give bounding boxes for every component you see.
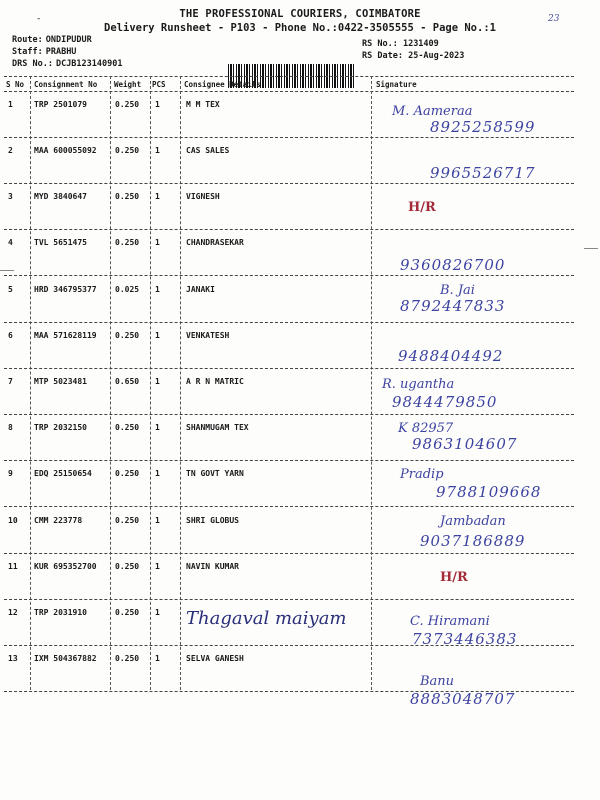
pieces: 1 <box>155 423 160 432</box>
col-pcs: PCS <box>152 80 166 89</box>
col-weight: Weight <box>114 80 142 89</box>
handwritten-note: Thagaval maiyam <box>186 608 347 629</box>
staff-value: PRABHU <box>45 47 77 57</box>
consignee-name: CHANDRASEKAR <box>186 238 244 247</box>
table-row <box>0 461 600 507</box>
consignee-name: SHRI GLOBUS <box>186 516 239 525</box>
pieces: 1 <box>155 146 160 155</box>
consignment-number: HRD 346795377 <box>34 285 97 294</box>
serial-number: 10 <box>8 516 18 525</box>
serial-number: 13 <box>8 654 18 663</box>
rs-block <box>362 38 464 62</box>
weight: 0.250 <box>115 331 140 340</box>
signature-name: B. Jai <box>440 283 475 298</box>
consignee-name: VENKATESH <box>186 331 230 340</box>
table-row <box>0 184 600 230</box>
signature-phone: 8925258599 <box>430 118 536 136</box>
table-row <box>0 554 600 600</box>
signature-phone: 9360826700 <box>400 256 506 274</box>
pieces: 1 <box>155 377 160 386</box>
pieces: 1 <box>155 516 160 525</box>
serial-number: 9 <box>8 469 13 478</box>
serial-number: 12 <box>8 608 18 617</box>
signature-name: K 82957 <box>398 421 454 436</box>
handwritten-remark: H/R <box>408 200 436 215</box>
signature-name: Jambadan <box>440 514 506 529</box>
corner-mark: 23 <box>548 14 560 24</box>
col-consignee: Consignee Details <box>184 80 261 89</box>
consignment-number: TRP 2032150 <box>34 423 87 432</box>
consignment-number: MAA 571628119 <box>34 331 97 340</box>
pieces: 1 <box>155 562 160 571</box>
table-row <box>0 646 600 708</box>
rs-date-value: 25-Aug-2023 <box>408 51 465 61</box>
table-row <box>0 369 600 415</box>
table-row <box>0 415 600 461</box>
company-title: THE PROFESSIONAL COURIERS, COIMBATORE <box>179 8 421 20</box>
table-row <box>0 277 600 323</box>
weight: 0.250 <box>115 100 140 109</box>
weight: 0.250 <box>115 469 140 478</box>
consignment-number: CMM 223778 <box>34 516 83 525</box>
pieces: 1 <box>155 469 160 478</box>
consignee-name: SHANMUGAM TEX <box>186 423 249 432</box>
serial-number: 1 <box>8 100 13 109</box>
signature-name: C. Hiramani <box>410 614 490 629</box>
weight: 0.025 <box>115 285 140 294</box>
pieces: 1 <box>155 192 160 201</box>
weight: 0.250 <box>115 654 140 663</box>
consignment-number: MAA 600055092 <box>34 146 97 155</box>
consignment-number: IXM 504367882 <box>34 654 97 663</box>
consignee-name: A R N MATRIC <box>186 377 244 386</box>
handwritten-remark: H/R <box>440 570 468 585</box>
consignee-name: TN GOVT YARN <box>186 469 244 478</box>
edge-mark <box>0 270 14 271</box>
table-top-rule <box>4 76 574 77</box>
signature-phone: 8792447833 <box>400 297 506 315</box>
weight: 0.250 <box>115 192 140 201</box>
weight: 0.250 <box>115 608 140 617</box>
table-row <box>0 508 600 554</box>
consignment-number: KUR 695352700 <box>34 562 97 571</box>
row-divider <box>4 275 574 276</box>
serial-number: 4 <box>8 238 13 247</box>
serial-number: 3 <box>8 192 13 201</box>
serial-number: 5 <box>8 285 13 294</box>
staff-line <box>12 47 76 57</box>
drs-value: DCJB123140901 <box>55 59 123 69</box>
signature-phone: 9844479850 <box>392 393 498 411</box>
serial-number: 11 <box>8 562 18 571</box>
pieces: 1 <box>155 608 160 617</box>
signature-phone: 9965526717 <box>430 164 536 182</box>
pieces: 1 <box>155 238 160 247</box>
weight: 0.650 <box>115 377 140 386</box>
consignment-number: MYD 3840647 <box>34 192 87 201</box>
serial-number: 8 <box>8 423 13 432</box>
row-divider <box>4 691 574 692</box>
weight: 0.250 <box>115 562 140 571</box>
pieces: 1 <box>155 285 160 294</box>
weight: 0.250 <box>115 146 140 155</box>
edge-mark <box>584 248 598 249</box>
rs-no-label: RS No.: <box>362 39 398 49</box>
pieces: 1 <box>155 654 160 663</box>
weight: 0.250 <box>115 423 140 432</box>
consignee-name: SELVA GANESH <box>186 654 244 663</box>
serial-number: 6 <box>8 331 13 340</box>
pieces: 1 <box>155 100 160 109</box>
signature-phone: 8883048707 <box>410 690 516 708</box>
weight: 0.250 <box>115 516 140 525</box>
consignment-number: MTP 5023481 <box>34 377 87 386</box>
staff-label: Staff: <box>12 47 43 57</box>
route-value: ONDIPUDUR <box>45 35 92 45</box>
consignment-number: TRP 2501079 <box>34 100 87 109</box>
drs-line <box>12 59 122 69</box>
col-consignment: Consignment No <box>34 80 98 89</box>
signature-phone: 9788109668 <box>436 483 542 501</box>
table-row <box>0 92 600 138</box>
consignee-name: M M TEX <box>186 100 220 109</box>
drs-label: DRS No.: <box>12 59 53 69</box>
consignee-name: JANAKI <box>186 285 215 294</box>
signature-name: Pradip <box>400 467 444 482</box>
route-label: Route: <box>12 35 43 45</box>
table-row <box>0 230 600 276</box>
signature-name: M. Aameraa <box>392 104 473 119</box>
col-sno: S No <box>6 80 25 89</box>
row-divider <box>4 506 574 507</box>
corner-dash-mark: - <box>36 14 42 24</box>
consignee-name: NAVIN KUMAR <box>186 562 239 571</box>
signature-phone: 9488404492 <box>398 347 504 365</box>
signature-phone: 7373446383 <box>412 630 518 648</box>
table-row <box>0 323 600 369</box>
rs-no-value: 1231409 <box>402 39 439 49</box>
serial-number: 2 <box>8 146 13 155</box>
signature-name: R. ugantha <box>382 377 455 392</box>
rs-date-label: RS Date: <box>362 51 403 61</box>
weight: 0.250 <box>115 238 140 247</box>
route-line <box>12 35 92 45</box>
consignee-name: CAS SALES <box>186 146 230 155</box>
consignee-name: VIGNESH <box>186 192 220 201</box>
runsheet-subtitle: Delivery Runsheet - P103 - Phone No.:0422-3505555 - Page No.:1 <box>104 22 496 34</box>
signature-phone: 9037186889 <box>420 532 526 550</box>
serial-number: 7 <box>8 377 13 386</box>
consignment-number: TVL 5651475 <box>34 238 87 247</box>
table-row <box>0 138 600 184</box>
pieces: 1 <box>155 331 160 340</box>
col-signature: Signature <box>376 80 417 89</box>
signature-phone: 9863104607 <box>412 435 518 453</box>
consignment-number: TRP 2031910 <box>34 608 87 617</box>
signature-name: Banu <box>420 674 455 689</box>
consignment-number: EDQ 25150654 <box>34 469 92 478</box>
